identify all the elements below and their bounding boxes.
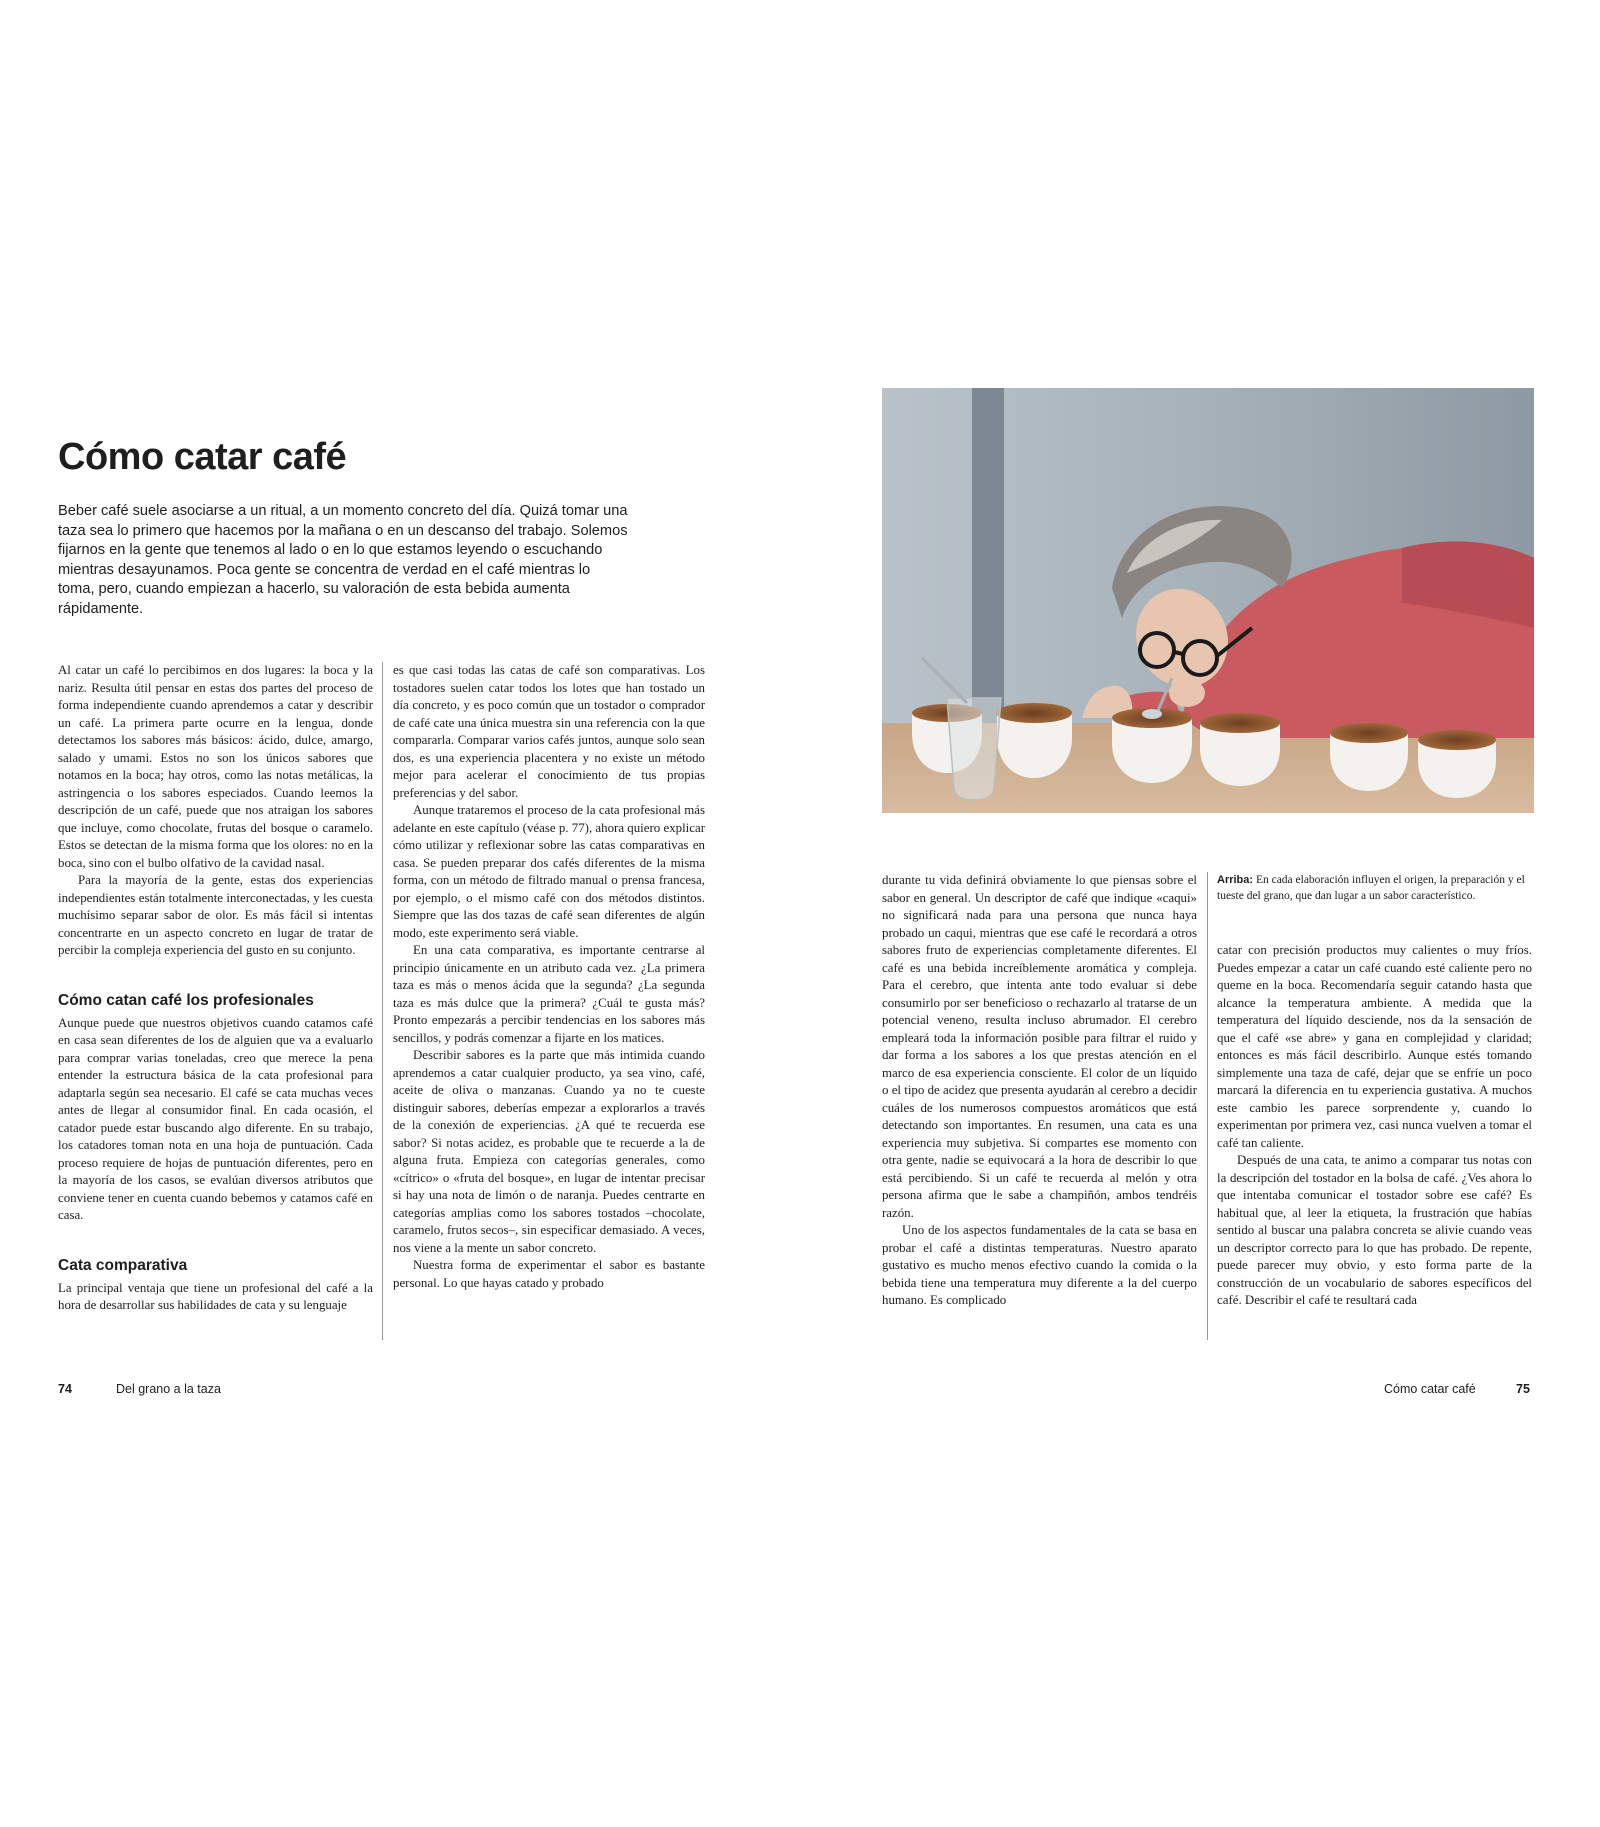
paragraph: catar con precisión productos muy calientes o muy fríos. Puedes empezar a catar un café cuando esté caliente pero no queme en la boca. Recomendaría seguir catando hasta que alcance la temperatura ambiente. A medida que la temperatura del líquido desciende, nos da la sensación de que el café «se abre» y gana en complejidad y claridad; entonces es más fácil describirlo. Aunque estés tomando simplemente una taza de café, dejar que se enfríe un poco marcará la diferencia en tu experiencia gustativa. A muchos este cambio les parece sorprendente y, cuando lo experimentan por primera vez, casi nunca vuelven a tomar el café tan caliente.	[1217, 943, 1532, 1150]
caption-label: Arriba:	[1217, 874, 1254, 886]
paragraph: Uno de los aspectos fundamentales de la cata se basa en probar el café a distintas temperaturas. Nuestro aparato gustativo es mucho menos efectivo cuando la comida o la bebida tiene una temperatura muy diferente a la del cuerpo humano. Es complicado	[882, 1223, 1197, 1307]
column-divider	[1207, 872, 1208, 1340]
right-page-number: 75	[1516, 1382, 1530, 1396]
right-running-head: Cómo catar café	[1384, 1382, 1476, 1396]
paragraph: La principal ventaja que tiene un profesional del café a la hora de desarrollar sus habilidades de cata y su lenguaje	[58, 1280, 373, 1312]
text-column-2	[393, 662, 705, 1292]
intro-paragraph: Beber café suele asociarse a un ritual, a un momento concreto del día. Quizá tomar una taza sea lo primero que hacemos por la mañana o en un descanso del trabajo. Solemos fijarnos en la gente que tenemos al lado o en lo que estamos leyendo o escuchando mientras desayunamos. Poca gente se concentra de verdad en el café mientras lo toma, pero, cuando empiezan a hacerlo, su valoración de esta bebida aumenta rápidamente.	[58, 503, 628, 617]
text-column-4	[1217, 942, 1532, 1310]
paragraph: es que casi todas las catas de café son comparativas. Los tostadores suelen catar todos los lotes que han tostado un día concreto, y es poco común que un tostador o comprador de café cate una única muestra sin una referencia con la que compararla. Comparar varios cafés juntos, aunque solo sean dos, es una experiencia placentera y no existe un método mejor para acelerar el conocimiento de tus propias preferencias y del sabor.	[393, 663, 705, 800]
column-divider	[382, 662, 383, 1340]
text-column-1	[58, 662, 373, 1315]
paragraph: Después de una cata, te animo a comparar tus notas con la descripción del tostador en la bolsa de café. ¿Ves ahora lo que intentaba comunicar el tostador sobre ese café? Es habitual que, al leer la etiqueta, la frustración que habías sentido al buscar una palabra concreta se alivie cuando veas un descriptor correcto para lo que has probado. De repente, puede parecer muy obvio, y esto forma parte de la construcción de un vocabulario de sabores específicos del café. Describir el café te resultará cada	[1217, 1153, 1532, 1307]
paragraph: Aunque trataremos el proceso de la cata profesional más adelante en este capítulo (véase p. 77), ahora quiero explicar cómo utilizar y reflexionar sobre las catas comparativas en casa. Se pueden preparar dos cafés diferentes de la misma forma, con un método de filtrado manual o prensa francesa, por ejemplo, o el mismo café con dos métodos distintos. Siempre que las dos tazas de café sean diferentes de algún modo, este experimento será viable.	[393, 803, 705, 940]
page-title: Cómo catar café	[58, 436, 347, 478]
paragraph: Describir sabores es la parte que más intimida cuando aprendemos a catar cualquier producto, ya sea vino, café, aceite de oliva o manzanas. Cuando ya no te cueste distinguir sabores, deberías empezar a explorarlos a través de la conexión de experiencias. ¿A qué te recuerda ese sabor? Si notas acidez, es probable que te recuerde a la de alguna fruta. Empieza con categorías generales, como «cítrico» o «fruta del bosque», en lugar de intentar precisar si hay una nota de limón o de naranja. Puedes centrarte en categorías amplias como los sabores tostados –chocolate, caramelo, frutos secos–, sin especificar demasiado. A veces, nos viene a la mente un sabor concreto.	[393, 1048, 705, 1255]
section-heading: Cata comparativa	[58, 1256, 188, 1274]
paragraph: Aunque puede que nuestros objetivos cuando catamos café en casa sean diferentes de los de alguien que va a evaluarlo para comprar varias toneladas, creo que merece la pena entender la estructura básica de la cata profesional para adaptarla según sea necesario. El café se cata muchas veces antes de llegar al consumidor final. En cada ocasión, el catador puede estar buscando algo diferente. En su trabajo, los catadores toman nota en una hoja de puntuación. Cada proceso requiere de hojas de puntuación diferentes, pero en la mayoría de los casos, se evalúan diversos atributos que conviene tener en cuenta cuando bebemos y catamos café en casa.	[58, 1015, 373, 1222]
paragraph: Para la mayoría de la gente, estas dos experiencias independientes están totalmente interconectadas, y les cuesta muchísimo separar sabor de olor. Es más fácil si intentas concentrarte en un aspecto concreto en lugar de tratar de percibir la compleja experiencia del gusto en su conjunto.	[58, 873, 373, 957]
text-column-3	[882, 872, 1197, 1310]
photo-caption	[1217, 872, 1532, 904]
left-running-head: Del grano a la taza	[116, 1382, 221, 1396]
paragraph: En una cata comparativa, es importante centrarse al principio únicamente en un atributo cada vez. ¿La primera taza es más o menos ácida que la segunda? ¿La segunda taza es más dulce que la primera? ¿Cuál te gusta más? Pronto empezarás a percibir tendencias en los sabores más sencillos, y podrás comenzar a fijarte en los matices.	[393, 943, 705, 1045]
left-page-number: 74	[58, 1382, 72, 1396]
paragraph: Al catar un café lo percibimos en dos lugares: la boca y la nariz. Resulta útil pensar en estas dos partes del proceso de forma independiente cuando aprendemos a catar y describir un café. La primera parte ocurre en la lengua, donde detectamos los sabores más básicos: ácido, dulce, amargo, salado y umami. Estos no son los únicos sabores que notamos en la boca; hay otros, como las notas metálicas, la astringencia o los sabores especiados. Cuando leemos la descripción de un café, puede que nos atraigan los sabores que incluye, como chocolate, frutas del bosque o caramelo. Estos se detectan de la misma forma que los olores: no en la boca, sino con el bulbo olfativo de la cavidad nasal.	[58, 663, 373, 870]
coffee-cupping-photo	[882, 388, 1534, 813]
paragraph: Nuestra forma de experimentar el sabor es bastante personal. Lo que hayas catado y probado	[393, 1258, 705, 1290]
caption-text: En cada elaboración influyen el origen, la preparación y el tueste del grano, que dan lugar a un sabor característico.	[1217, 874, 1525, 902]
paragraph: durante tu vida definirá obviamente lo que piensas sobre el sabor en general. Un descriptor de café que indique «caqui» no significará nada para una persona que nunca haya probado un caqui, mientras que ese café le recordará a otros sabores fruto de experiencias completamente diferentes. El café es una bebida increíblemente aromática y compleja. Para el cerebro, que intenta ante todo evaluar si debe consumirlo por ser beneficioso o rechazarlo al tratarse de un potencial veneno, resulta incluso abrumador. El cerebro empleará toda la información posible para filtrar el ruido y dar forma a los sabores a los que prestas atención en el marco de esa experiencia consciente. El color de un líquido o el tipo de acidez que presenta ayudarán al cerebro a decidir cuáles de los numerosos compuestos aromáticos que está detectando son importantes. En resumen, una cata es una experiencia muy subjetiva. Si compartes ese momento con otra gente, nadie se equivocará a la hora de describir lo que está percibiendo. Si un café te recuerda al melón y otra persona afirma que le sabe a champiñón, ambos tendréis razón.	[882, 873, 1197, 1220]
section-heading: Cómo catan café los profesionales	[58, 991, 314, 1009]
